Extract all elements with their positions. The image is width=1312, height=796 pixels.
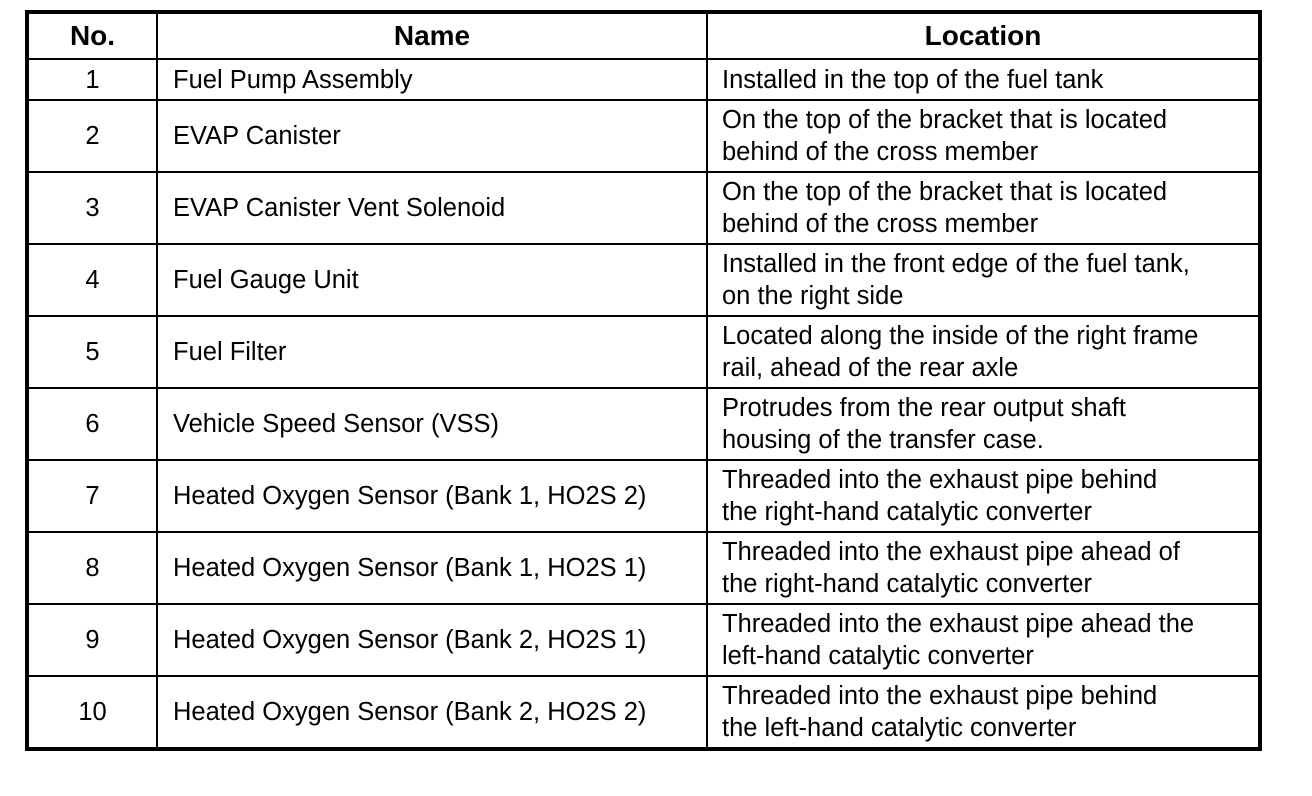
location-line: Installed in the top of the fuel tank (722, 65, 1104, 94)
cell-name: Vehicle Speed Sensor (VSS) (157, 388, 707, 460)
cell-no: 2 (27, 100, 157, 172)
table-row (27, 59, 1260, 100)
component-location-table (25, 10, 1262, 751)
cell-name: Heated Oxygen Sensor (Bank 1, HO2S 1) (157, 532, 707, 604)
location-line: on the right side (722, 282, 904, 310)
cell-location (707, 460, 1260, 532)
cell-no: 5 (27, 316, 157, 388)
cell-name: EVAP Canister (157, 100, 707, 172)
cell-no: 10 (27, 676, 157, 749)
location-line: Located along the inside of the right frame (722, 322, 1199, 350)
cell-no: 8 (27, 532, 157, 604)
table-row (27, 100, 1260, 172)
location-line: the right-hand catalytic converter (722, 498, 1092, 526)
cell-no: 4 (27, 244, 157, 316)
table-row (27, 388, 1260, 460)
cell-location (707, 676, 1260, 749)
location-line: rail, ahead of the rear axle (722, 354, 1019, 382)
location-line: behind of the cross member (722, 138, 1039, 166)
cell-location (707, 59, 1260, 100)
location-line: behind of the cross member (722, 210, 1039, 238)
location-line: Threaded into the exhaust pipe behind (722, 466, 1158, 494)
cell-no: 1 (27, 59, 157, 100)
cell-name: Heated Oxygen Sensor (Bank 2, HO2S 1) (157, 604, 707, 676)
cell-location (707, 532, 1260, 604)
location-line: the left-hand catalytic converter (722, 714, 1077, 742)
header-location: Location (707, 12, 1260, 59)
cell-no: 6 (27, 388, 157, 460)
cell-name: Fuel Filter (157, 316, 707, 388)
table-row (27, 460, 1260, 532)
cell-no: 3 (27, 172, 157, 244)
cell-name: Fuel Pump Assembly (157, 59, 707, 100)
location-line: Threaded into the exhaust pipe behind (722, 682, 1158, 710)
table-row (27, 532, 1260, 604)
header-row (27, 12, 1260, 59)
table-row (27, 676, 1260, 749)
location-line: the right-hand catalytic converter (722, 570, 1092, 598)
location-line: Protrudes from the rear output shaft (722, 394, 1126, 422)
cell-location (707, 388, 1260, 460)
location-line: Threaded into the exhaust pipe ahead of (722, 538, 1180, 566)
table-row (27, 316, 1260, 388)
cell-name: EVAP Canister Vent Solenoid (157, 172, 707, 244)
header-no: No. (27, 12, 157, 59)
cell-name: Heated Oxygen Sensor (Bank 1, HO2S 2) (157, 460, 707, 532)
location-line: left-hand catalytic converter (722, 642, 1034, 670)
table-row (27, 604, 1260, 676)
location-line: On the top of the bracket that is located (722, 106, 1168, 134)
cell-location (707, 244, 1260, 316)
cell-location (707, 172, 1260, 244)
location-line: housing of the transfer case. (722, 426, 1044, 454)
table-row (27, 244, 1260, 316)
cell-location (707, 100, 1260, 172)
location-line: Installed in the front edge of the fuel tank, (722, 250, 1190, 278)
table-row (27, 172, 1260, 244)
cell-location (707, 604, 1260, 676)
cell-no: 7 (27, 460, 157, 532)
location-line: Threaded into the exhaust pipe ahead the (722, 610, 1195, 638)
location-line: On the top of the bracket that is located (722, 178, 1168, 206)
cell-no: 9 (27, 604, 157, 676)
header-name: Name (157, 12, 707, 59)
cell-name: Heated Oxygen Sensor (Bank 2, HO2S 2) (157, 676, 707, 749)
cell-name: Fuel Gauge Unit (157, 244, 707, 316)
cell-location (707, 316, 1260, 388)
